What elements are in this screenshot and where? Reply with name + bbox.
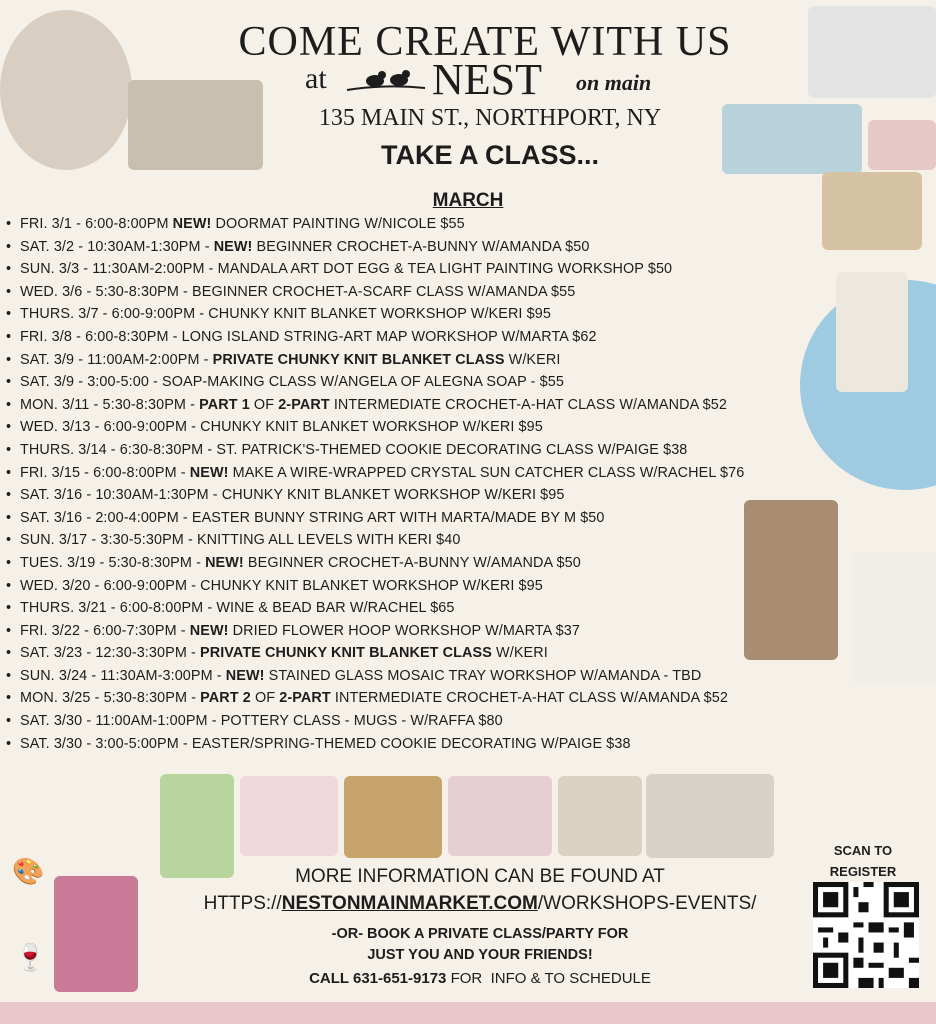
class-item-pre: FRI. 3/22 - 6:00-7:30PM -: [20, 622, 190, 639]
class-item: [6, 281, 906, 304]
call-suffix: FOR INFO & TO SCHEDULE: [446, 970, 651, 987]
class-item-bold: NEW!: [189, 622, 229, 639]
class-item-post: W/KERI: [504, 351, 561, 368]
class-item-pre: SAT. 3/16 - 2:00-4:00PM - EASTER BUNNY STRING ART WITH MARTA/MADE BY M $50: [20, 509, 605, 526]
class-item: [6, 394, 906, 417]
brand-name: NEST: [432, 55, 542, 104]
class-item-pre: SAT. 3/9 - 11:00AM-2:00PM -: [20, 351, 213, 368]
photo-flower-hoop: [558, 776, 642, 856]
class-item-pre: SAT. 3/30 - 3:00-5:00PM - EASTER/SPRING-THEMED COOKIE DECORATING W/PAIGE $38: [20, 735, 631, 752]
class-item-bold: NEW!: [225, 667, 265, 684]
class-item-pre: FRI. 3/15 - 6:00-8:00PM -: [20, 464, 190, 481]
class-item: [6, 529, 906, 552]
class-item-post: BEGINNER CROCHET-A-BUNNY W/AMANDA $50: [252, 238, 590, 255]
qr-code-icon[interactable]: [813, 882, 919, 988]
class-item-post: BEGINNER CROCHET-A-BUNNY W/AMANDA $50: [243, 554, 581, 571]
class-item: [6, 597, 906, 620]
class-item-bold: PRIVATE CHUNKY KNIT BLANKET CLASS: [200, 645, 492, 662]
class-item: [6, 416, 906, 439]
class-item-bold: PART 1: [199, 396, 250, 413]
photo-welcome-doormat: [344, 776, 442, 858]
class-item-bold: NEW!: [213, 238, 253, 255]
class-item-post: DOORMAT PAINTING W/NICOLE $55: [211, 216, 465, 232]
class-item-bold: PRIVATE CHUNKY KNIT BLANKET CLASS: [212, 351, 505, 368]
class-item-post: STAINED GLASS MOSAIC TRAY WORKSHOP W/AMANDA - TBD: [264, 667, 702, 684]
url-path: /WORKSHOPS-EVENTS/: [537, 893, 757, 914]
class-item-bold2: 2-PART: [279, 690, 331, 707]
class-list: [6, 213, 906, 755]
class-item: [6, 484, 906, 507]
class-item: [6, 642, 906, 665]
class-item-pre: MON. 3/11 - 5:30-8:30PM -: [20, 396, 200, 413]
private-class-text-1: -OR- BOOK A PRIVATE CLASS/PARTY FOR: [331, 926, 629, 942]
class-item: [6, 258, 906, 281]
class-item-bold: NEW!: [189, 464, 229, 481]
class-item: [6, 326, 906, 349]
photo-cookies: [160, 774, 234, 878]
class-item: [6, 687, 906, 710]
class-item-pre: SUN. 3/17 - 3:30-5:30PM - KNITTING ALL LEVELS WITH KERI $40: [20, 532, 461, 549]
class-item-pre: SUN. 3/3 - 11:30AM-2:00PM - MANDALA ART DOT EGG & TEA LIGHT PAINTING WORKSHOP $50: [20, 261, 673, 278]
class-item-bold: NEW!: [172, 216, 212, 232]
photo-instructor-blanket: [0, 10, 132, 170]
class-item-bold: NEW!: [205, 554, 244, 571]
class-item-pre: FRI. 3/1 - 6:00-8:00PM: [20, 216, 173, 232]
birds-on-branch-icon: [345, 66, 427, 96]
class-item: [6, 665, 906, 688]
class-item: [6, 733, 906, 756]
photo-knit-hats: [448, 776, 552, 856]
photo-yarn-spools: [808, 6, 936, 98]
class-item-post: DRIED FLOWER HOOP WORKSHOP W/MARTA $37: [228, 622, 580, 639]
photo-bracelet: [868, 120, 936, 170]
address: 135 MAIN ST., NORTHPORT, NY: [318, 105, 662, 131]
scan-to-register: SCAN TO REGISTER: [829, 843, 897, 879]
call-info: [200, 970, 760, 987]
class-item-post: W/KERI: [491, 645, 548, 662]
photo-crochet-bunnies: [240, 776, 338, 856]
phone-number[interactable]: CALL 631-651-9173: [309, 970, 447, 987]
url-domain[interactable]: NESTONMAINMARKET.COM: [281, 893, 538, 914]
class-item-pre: SUN. 3/24 - 11:30AM-3:00PM -: [20, 667, 226, 684]
class-item: [6, 620, 906, 643]
class-item-pre: SAT. 3/30 - 11:00AM-1:00PM - POTTERY CLASS - MUGS - W/RAFFA $80: [20, 713, 503, 730]
class-item-mid: OF: [249, 396, 279, 413]
class-item-pre: WED. 3/13 - 6:00-9:00PM - CHUNKY KNIT BLANKET WORKSHOP W/KERI $95: [20, 419, 543, 436]
class-item: [6, 303, 906, 326]
class-item: [6, 462, 906, 485]
website-url[interactable]: [160, 893, 800, 915]
class-item-pre: WED. 3/6 - 5:30-8:30PM - BEGINNER CROCHET-A-SCARF CLASS W/AMANDA $55: [20, 283, 576, 300]
class-item-pre: MON. 3/25 - 5:30-8:30PM -: [20, 690, 201, 707]
private-class-text-2: JUST YOU AND YOUR FRIENDS!: [367, 947, 593, 963]
class-item-post: MAKE A WIRE-WRAPPED CRYSTAL SUN CATCHER CLASS W/RACHEL $76: [228, 464, 745, 481]
class-item-pre: THURS. 3/14 - 6:30-8:30PM - ST. PATRICK'S-THEMED COOKIE DECORATING CLASS W/PAIGE $38: [20, 441, 688, 458]
tagline: TAKE A CLASS...: [380, 140, 599, 170]
class-item: [6, 236, 906, 259]
class-item: [6, 213, 906, 236]
photo-pottery-mugs: [646, 774, 774, 858]
bottom-band: [0, 1002, 936, 1024]
class-item: [6, 371, 906, 394]
palette-icon: 🎨: [12, 856, 45, 886]
month-heading: MARCH: [432, 190, 504, 211]
class-item-pre: SAT. 3/16 - 10:30AM-1:30PM - CHUNKY KNIT BLANKET WORKSHOP W/KERI $95: [20, 487, 565, 504]
photo-peony-painting: [54, 876, 138, 992]
class-item-pre: FRI. 3/8 - 6:00-8:30PM - LONG ISLAND STRING-ART MAP WORKSHOP W/MARTA $62: [20, 328, 597, 345]
wine-glass-icon: 🍷: [14, 942, 47, 972]
class-item-bold2: 2-PART: [278, 396, 330, 413]
page-title: COME CREATE WITH US: [238, 19, 732, 65]
class-item-post: INTERMEDIATE CROCHET-A-HAT CLASS W/AMANDA $52: [329, 396, 727, 413]
class-item-pre: SAT. 3/2 - 10:30AM-1:30PM -: [20, 238, 214, 255]
url-prefix: HTTPS://: [203, 893, 282, 914]
class-item: [6, 439, 906, 462]
header-at: at: [305, 62, 327, 95]
class-item: [6, 552, 906, 575]
more-info-text: MORE INFORMATION CAN BE FOUND AT: [295, 866, 665, 887]
class-item-pre: THURS. 3/7 - 6:00-9:00PM - CHUNKY KNIT BLANKET WORKSHOP W/KERI $95: [20, 306, 551, 323]
class-item-pre: WED. 3/20 - 6:00-9:00PM - CHUNKY KNIT BLANKET WORKSHOP W/KERI $95: [20, 577, 543, 594]
class-item-pre: SAT. 3/9 - 3:00-5:00 - SOAP-MAKING CLASS W/ANGELA OF ALEGNA SOAP - $55: [20, 374, 564, 391]
class-item: [6, 710, 906, 733]
class-item: [6, 349, 906, 372]
class-item-pre: SAT. 3/23 - 12:30-3:30PM -: [20, 645, 201, 662]
class-item-bold: PART 2: [200, 690, 251, 707]
class-item: [6, 575, 906, 598]
brand-suffix: on main: [576, 70, 652, 95]
class-item-pre: TUES. 3/19 - 5:30-8:30PM -: [20, 554, 206, 571]
class-item: [6, 507, 906, 530]
class-item-post: INTERMEDIATE CROCHET-A-HAT CLASS W/AMANDA $52: [330, 690, 728, 707]
class-item-mid: OF: [250, 690, 280, 707]
class-item-pre: THURS. 3/21 - 6:00-8:00PM - WINE & BEAD BAR W/RACHEL $65: [20, 600, 455, 617]
